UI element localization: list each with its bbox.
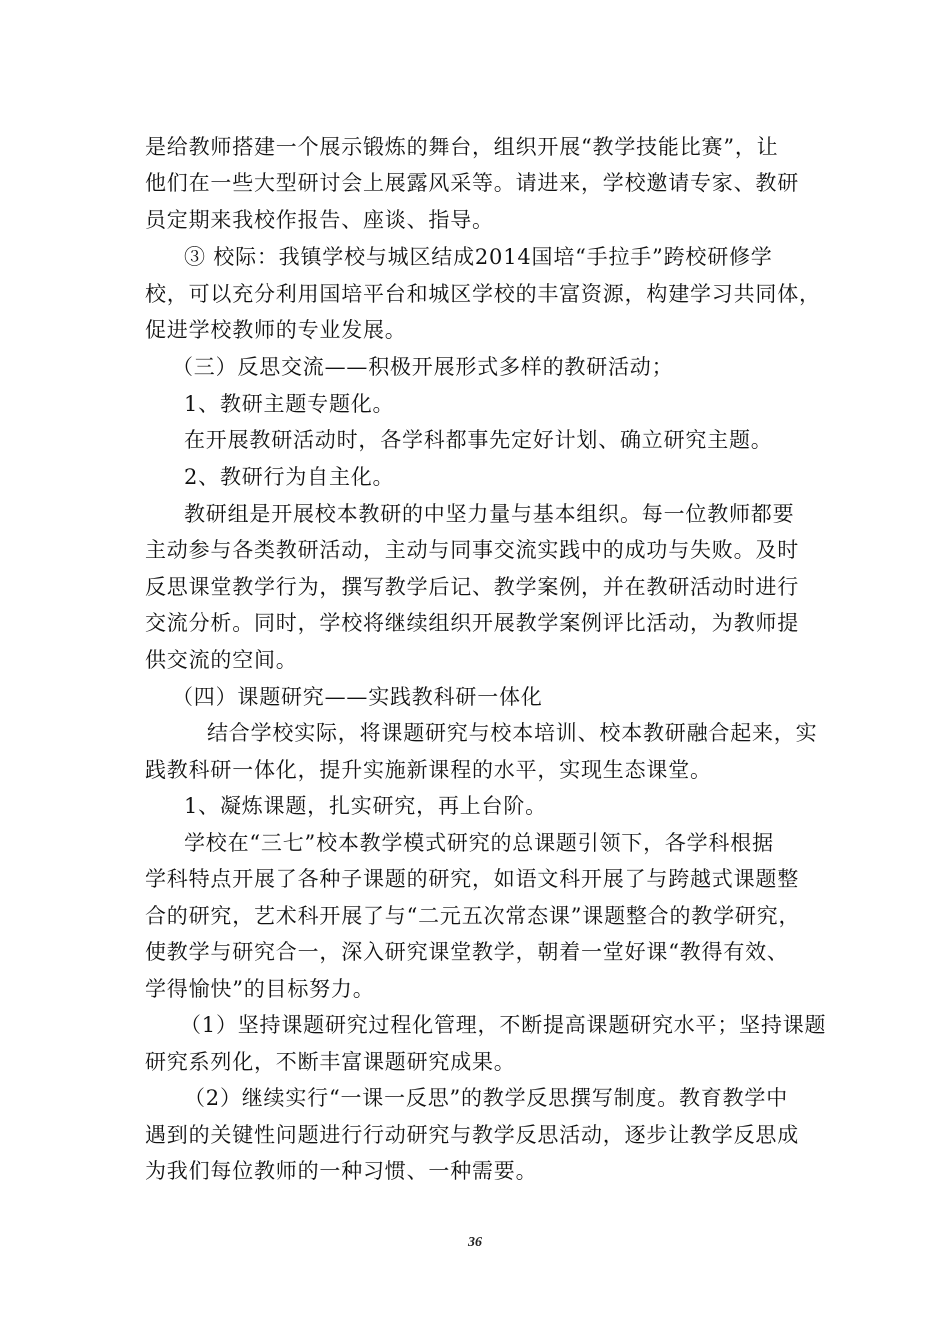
text-line: （1）坚持课题研究过程化管理，不断提高课题研究水平；坚持课题	[180, 1013, 827, 1037]
text-line: 研究系列化，不断丰富课题研究成果。	[145, 1050, 516, 1074]
text-line: 员定期来我校作报告、座谈、指导。	[145, 208, 494, 232]
text-line: 遇到的关键性问题进行行动研究与教学反思活动，逐步让教学反思成	[145, 1123, 799, 1147]
text-line: 促进学校教师的专业发展。	[145, 318, 407, 342]
text-line: 交流分析。同时，学校将继续组织开展教学案例评比活动，为教师提	[145, 611, 799, 635]
text-line: （2）继续实行“一课一反思”的教学反思撰写制度。教育教学中	[184, 1086, 789, 1110]
text-line: 学科特点开展了各种子课题的研究，如语文科开展了与跨越式课题整	[145, 867, 799, 891]
section-heading: （四）课题研究——实践教科研一体化	[172, 685, 543, 709]
text-line: 反思课堂教学行为，撰写教学后记、教学案例，并在教研活动时进行	[145, 575, 799, 599]
text-line: 在开展教研活动时，各学科都事先定好计划、确立研究主题。	[184, 428, 773, 452]
text-line: 校，可以充分利用国培平台和城区学校的丰富资源，构建学习共同体，	[145, 282, 821, 306]
text-line: 学校在“三七”校本教学模式研究的总课题引领下，各学科根据	[184, 831, 774, 855]
text-line: 结合学校实际，将课题研究与校本培训、校本教研融合起来，实	[207, 721, 818, 745]
text-line: 供交流的空间。	[145, 648, 298, 672]
text-line: 使教学与研究合一，深入研究课堂教学，朝着一堂好课“教得有效、	[145, 940, 789, 964]
text-line: 学得愉快”的目标努力。	[145, 977, 375, 1001]
text-line: 为我们每位教师的一种习惯、一种需要。	[145, 1159, 538, 1183]
page-number: 36	[468, 1235, 482, 1250]
sub-heading: 1、教研主题专题化。	[184, 392, 395, 416]
text-line: ③ 校际：我镇学校与城区结成2014国培“手拉手”跨校研修学	[184, 245, 773, 269]
text-line: 践教科研一体化，提升实施新课程的水平，实现生态课堂。	[145, 758, 712, 782]
text-line: 是给教师搭建一个展示锻炼的舞台，组织开展“教学技能比赛”，让	[145, 135, 779, 159]
text-line: 合的研究，艺术科开展了与“二元五次常态课”课题整合的教学研究，	[145, 904, 801, 928]
text-line: 教研组是开展校本教研的中坚力量与基本组织。每一位教师都要	[184, 502, 795, 526]
text-line: 主动参与各类教研活动，主动与同事交流实践中的成功与失败。及时	[145, 538, 799, 562]
text-line: 他们在一些大型研讨会上展露风采等。请进来，学校邀请专家、教研	[145, 171, 799, 195]
sub-heading: 1、凝炼课题，扎实研究，再上台阶。	[184, 794, 547, 818]
sub-heading: 2、教研行为自主化。	[184, 465, 395, 489]
section-heading: （三）反思交流——积极开展形式多样的教研活动；	[172, 355, 674, 379]
